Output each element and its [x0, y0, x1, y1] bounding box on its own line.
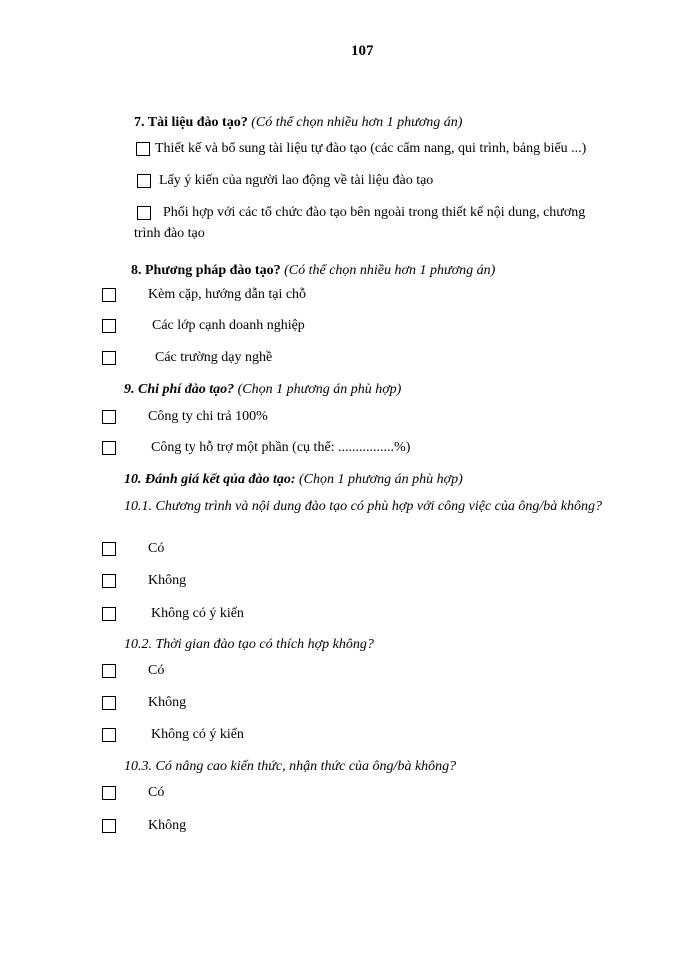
- question-7-title: [134, 114, 462, 132]
- question-9-title: [124, 381, 401, 399]
- question-8-note: (Có thể chọn nhiều hơn 1 phương án): [284, 263, 496, 278]
- q9-option-2-label: Công ty hỗ trợ một phần (cụ thể: ................%): [151, 440, 411, 455]
- q7-option-1-checkbox[interactable]: [136, 142, 150, 156]
- question-10-2-text: 10.2. Thời gian đào tạo có thích hợp không?: [124, 637, 374, 652]
- q10-3-option-1-checkbox[interactable]: [102, 786, 116, 800]
- page-number: 107: [351, 43, 374, 59]
- q10-2-option-3-checkbox[interactable]: [102, 728, 116, 742]
- q8-option-2-checkbox[interactable]: [102, 319, 116, 333]
- q8-option-3-label: Các trường dạy nghề: [155, 350, 273, 365]
- q7-option-2-label: Lấy ý kiến của người lao động về tài liệu đào tạo: [159, 173, 434, 188]
- question-10-note: (Chọn 1 phương án phù hợp): [299, 472, 463, 487]
- q10-2-option-2-label: Không: [148, 695, 187, 710]
- q10-2-option-1-checkbox[interactable]: [102, 664, 116, 678]
- q10-1-option-3-label: Không có ý kiến: [151, 606, 244, 621]
- q8-option-2-label: Các lớp cạnh doanh nghiệp: [152, 318, 305, 333]
- q7-option-3-label: Phối hợp với các tổ chức đào tạo bên ngoài trong thiết kế nội dung, chương: [163, 205, 586, 220]
- question-8-label: 8. Phương pháp đào tạo?: [131, 263, 281, 278]
- question-10-title: [124, 471, 463, 489]
- q10-2-option-1-label: Có: [148, 663, 165, 678]
- q9-option-2-checkbox[interactable]: [102, 441, 116, 455]
- q7-option-3-checkbox[interactable]: [137, 206, 151, 220]
- question-7-note: (Có thể chọn nhiều hơn 1 phương án): [251, 115, 463, 130]
- q7-option-1-label: Thiết kế và bổ sung tài liệu tự đào tạo (các cẩm nang, qui trình, bảng biểu ...): [155, 141, 587, 156]
- q10-1-option-2-checkbox[interactable]: [102, 574, 116, 588]
- q7-option-2-checkbox[interactable]: [137, 174, 151, 188]
- q10-2-option-2-checkbox[interactable]: [102, 696, 116, 710]
- q8-option-1-label: Kèm cặp, hướng dẫn tại chỗ: [148, 287, 307, 302]
- q10-1-option-2-label: Không: [148, 573, 187, 588]
- q10-3-option-1-label: Có: [148, 785, 165, 800]
- question-8-title: [131, 262, 495, 280]
- q8-option-3-checkbox[interactable]: [102, 351, 116, 365]
- question-7-label: 7. Tài liệu đào tạo?: [134, 115, 248, 130]
- question-9-note: (Chọn 1 phương án phù hợp): [237, 382, 402, 397]
- question-10-1-text: 10.1. Chương trình và nội dung đào tạo có phù hợp với công việc của ông/bà không?: [124, 499, 602, 514]
- question-10-3-text: 10.3. Có nâng cao kiến thức, nhận thức của ông/bà không?: [124, 759, 457, 774]
- q10-1-option-1-checkbox[interactable]: [102, 542, 116, 556]
- q10-1-option-1-label: Có: [148, 541, 165, 556]
- q10-3-option-2-label: Không: [148, 818, 187, 833]
- q10-2-option-3-label: Không có ý kiến: [151, 727, 244, 742]
- q10-1-option-3-checkbox[interactable]: [102, 607, 116, 621]
- q9-option-1-checkbox[interactable]: [102, 410, 116, 424]
- q8-option-1-checkbox[interactable]: [102, 288, 116, 302]
- question-9-label: 9. Chi phí đào tạo?: [124, 382, 235, 397]
- q7-option-3-label-cont: trình đào tạo: [134, 226, 205, 241]
- question-10-label: 10. Đánh giá kết qủa đào tạo:: [124, 472, 296, 487]
- q10-3-option-2-checkbox[interactable]: [102, 819, 116, 833]
- q9-option-1-label: Công ty chi trả 100%: [148, 409, 268, 424]
